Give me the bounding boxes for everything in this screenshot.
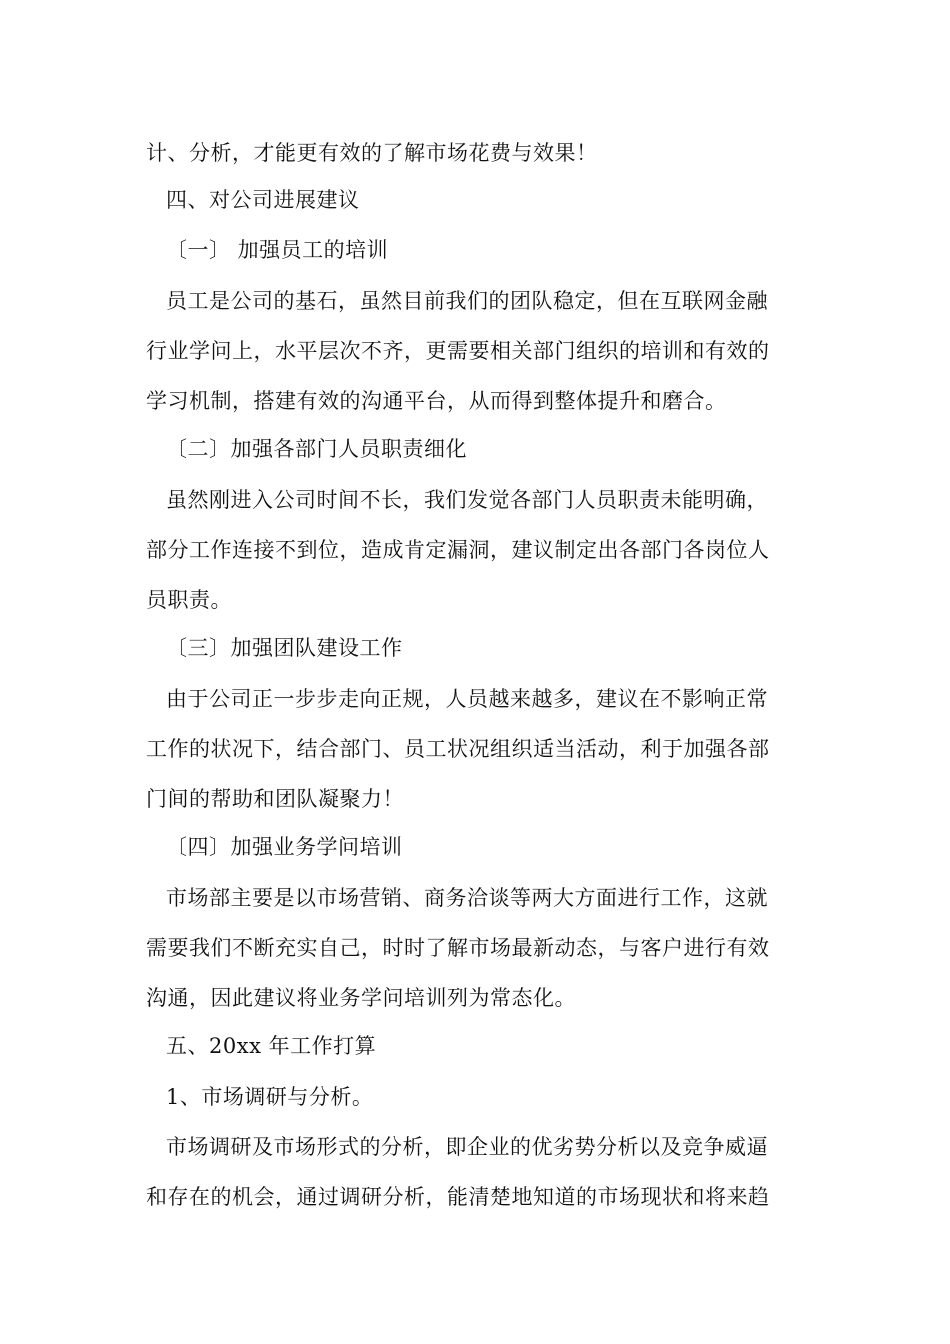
subsection-heading: 〔二〕加强各部门人员职责细化 [166,437,467,461]
paragraph-line: 虽然刚进入公司时间不长，我们发觉各部门人员职责未能明确， [166,488,768,512]
section-heading: 五、20xx 年工作打算 [166,1034,377,1058]
subsection-heading: 1、市场调研与分析。 [166,1085,374,1109]
paragraph-line: 员工是公司的基石，虽然目前我们的团队稳定，但在互联网金融 [166,289,768,313]
paragraph-line: 计、分析，才能更有效的了解市场花费与效果！ [146,141,598,165]
paragraph-line: 学习机制，搭建有效的沟通平台，从而得到整体提升和磨合。 [146,389,727,413]
subsection-heading: 〔四〕加强业务学问培训 [166,835,403,859]
paragraph-line: 沟通，因此建议将业务学问培训列为常态化。 [146,986,576,1010]
paragraph-line: 需要我们不断充实自己，时时了解市场最新动态，与客户进行有效 [146,936,770,960]
paragraph-line: 和存在的机会，通过调研分析，能清楚地知道的市场现状和将来趋 [146,1185,770,1209]
paragraph-line: 工作的状况下，结合部门、员工状况组织适当活动，利于加强各部 [146,737,770,761]
paragraph-line: 市场调研及市场形式的分析，即企业的优劣势分析以及竞争威逼 [166,1135,768,1159]
subsection-heading: 〔一〕 加强员工的培训 [166,238,389,262]
paragraph-line: 行业学问上，水平层次不齐，更需要相关部门组织的培训和有效的 [146,339,770,363]
paragraph-line: 门间的帮助和团队凝聚力！ [146,787,404,811]
subsection-heading: 〔三〕加强团队建设工作 [166,636,403,660]
paragraph-line: 部分工作连接不到位，造成肯定漏洞，建议制定出各部门各岗位人 [146,538,770,562]
paragraph-line: 由于公司正一步步走向正规，人员越来越多，建议在不影响正常 [166,687,768,711]
section-heading: 四、对公司进展建议 [166,188,360,212]
paragraph-line: 员职责。 [146,588,232,612]
paragraph-line: 市场部主要是以市场营销、商务洽谈等两大方面进行工作，这就 [166,886,768,910]
